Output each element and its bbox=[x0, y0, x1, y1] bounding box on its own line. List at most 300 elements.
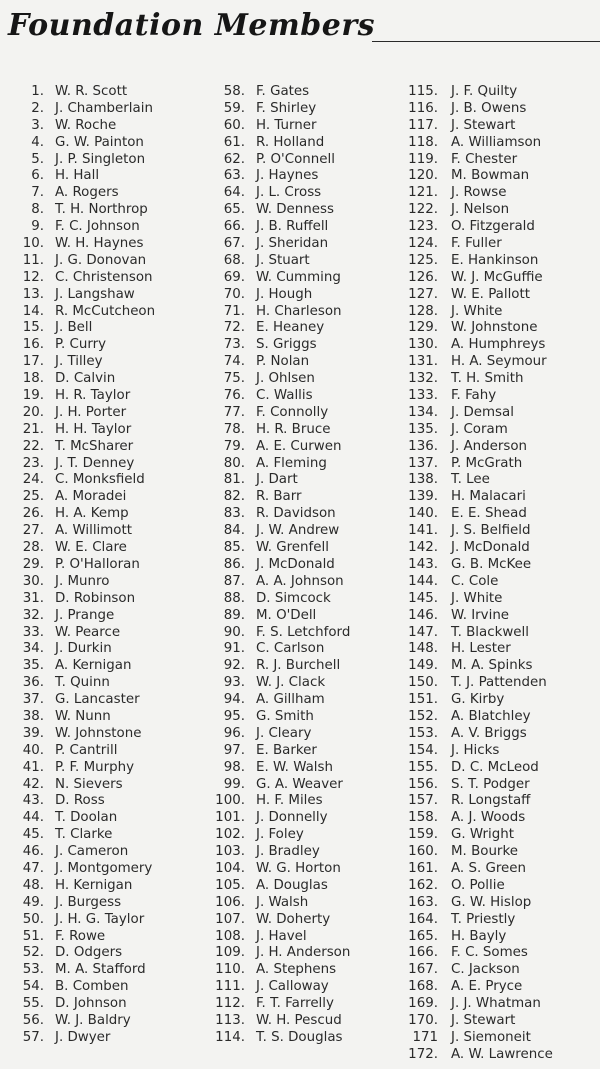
member-number: 123. bbox=[408, 219, 438, 235]
member-entry bbox=[18, 523, 218, 540]
member-number: 83. bbox=[223, 506, 245, 522]
member-number: 73. bbox=[223, 337, 245, 353]
member-entry bbox=[18, 625, 218, 642]
member-number: 50. bbox=[22, 911, 44, 927]
member-list bbox=[402, 84, 600, 1064]
member-name: A. Moradei bbox=[55, 489, 127, 505]
member-number: 171 bbox=[412, 1029, 438, 1045]
member-number: 134. bbox=[408, 404, 438, 420]
member-number: 119. bbox=[408, 151, 438, 167]
member-name: W. E. Clare bbox=[55, 540, 127, 556]
member-name: J. Langshaw bbox=[55, 286, 135, 302]
member-entry bbox=[402, 996, 600, 1013]
member-number: 163. bbox=[408, 894, 438, 910]
member-entry bbox=[18, 506, 218, 523]
member-list bbox=[212, 84, 417, 1047]
member-number: 138. bbox=[408, 472, 438, 488]
member-entry bbox=[402, 320, 600, 337]
member-column-1 bbox=[18, 84, 218, 1047]
member-name: G. Kirby bbox=[451, 692, 505, 708]
member-entry bbox=[18, 202, 218, 219]
member-column-3 bbox=[402, 84, 600, 1064]
member-number: 38. bbox=[22, 708, 44, 724]
member-number: 87. bbox=[223, 573, 245, 589]
member-number: 53. bbox=[22, 962, 44, 978]
member-entry bbox=[18, 658, 218, 675]
member-entry bbox=[402, 489, 600, 506]
member-number: 97. bbox=[223, 742, 245, 758]
member-number: 90. bbox=[223, 624, 245, 640]
member-entry bbox=[402, 337, 600, 354]
member-name: W. J. McGuffie bbox=[451, 269, 543, 285]
member-number: 77. bbox=[223, 404, 245, 420]
member-name: J. T. Denney bbox=[55, 455, 135, 471]
member-name: J. Foley bbox=[256, 827, 304, 843]
member-entry bbox=[402, 878, 600, 895]
member-name: F. C. Somes bbox=[451, 945, 528, 961]
member-number: 51. bbox=[22, 928, 44, 944]
member-name: A. Douglas bbox=[256, 877, 328, 893]
member-entry bbox=[212, 219, 417, 236]
member-number: 160. bbox=[408, 844, 438, 860]
member-name: W. G. Horton bbox=[256, 860, 341, 876]
member-name: H. H. Taylor bbox=[55, 421, 132, 437]
member-entry bbox=[212, 337, 417, 354]
member-number: 127. bbox=[408, 286, 438, 302]
member-number: 155. bbox=[408, 759, 438, 775]
member-entry bbox=[18, 489, 218, 506]
member-entry bbox=[212, 591, 417, 608]
member-number: 2. bbox=[31, 100, 44, 116]
member-name: J. W. Andrew bbox=[256, 523, 340, 539]
member-entry bbox=[212, 777, 417, 794]
member-name: W. J. Clack bbox=[256, 675, 326, 691]
member-name: G. B. McKee bbox=[451, 556, 532, 572]
member-name: J. Munro bbox=[55, 573, 110, 589]
member-name: A. E. Curwen bbox=[256, 438, 342, 454]
member-entry bbox=[18, 743, 218, 760]
member-number: 61. bbox=[223, 134, 245, 150]
member-number: 161. bbox=[408, 860, 438, 876]
member-number: 47. bbox=[22, 860, 44, 876]
member-number: 27. bbox=[22, 523, 44, 539]
member-entry bbox=[402, 1013, 600, 1030]
member-number: 7. bbox=[31, 185, 44, 201]
member-name: H. A. Seymour bbox=[451, 354, 547, 370]
member-number: 60. bbox=[223, 117, 245, 133]
member-name: J. White bbox=[451, 303, 503, 319]
member-number: 167. bbox=[408, 962, 438, 978]
member-entry bbox=[212, 472, 417, 489]
member-entry bbox=[402, 185, 600, 202]
member-name: H. R. Taylor bbox=[55, 388, 131, 404]
member-entry bbox=[402, 675, 600, 692]
member-name: H. Hall bbox=[55, 168, 100, 184]
member-entry bbox=[402, 118, 600, 135]
member-number: 55. bbox=[22, 996, 44, 1012]
member-name: O. Pollie bbox=[451, 877, 505, 893]
member-name: W. Grenfell bbox=[256, 540, 329, 556]
member-number: 49. bbox=[22, 894, 44, 910]
member-name: J. Stewart bbox=[451, 1012, 516, 1028]
member-number: 129. bbox=[408, 320, 438, 336]
member-entry bbox=[18, 878, 218, 895]
member-entry bbox=[212, 135, 417, 152]
member-entry bbox=[212, 270, 417, 287]
member-name: A. Fleming bbox=[256, 455, 327, 471]
member-name: H. Charleson bbox=[256, 303, 342, 319]
member-number: 76. bbox=[223, 388, 245, 404]
member-name: J. Nelson bbox=[451, 202, 510, 218]
member-name: T. Lee bbox=[451, 472, 490, 488]
member-entry bbox=[212, 608, 417, 625]
member-name: J. Stuart bbox=[256, 252, 310, 268]
member-number: 100. bbox=[215, 793, 245, 809]
member-entry bbox=[212, 996, 417, 1013]
member-number: 37. bbox=[22, 692, 44, 708]
member-entry bbox=[212, 523, 417, 540]
member-entry bbox=[212, 743, 417, 760]
member-entry bbox=[212, 760, 417, 777]
member-entry bbox=[212, 929, 417, 946]
member-number: 164. bbox=[408, 911, 438, 927]
member-name: F. Chester bbox=[451, 151, 518, 167]
member-name: C. Cole bbox=[451, 573, 499, 589]
member-number: 30. bbox=[22, 573, 44, 589]
member-number: 110. bbox=[215, 962, 245, 978]
member-name: J. H. G. Taylor bbox=[55, 911, 145, 927]
member-number: 8. bbox=[31, 202, 44, 218]
member-name: T. Blackwell bbox=[451, 624, 529, 640]
member-entry bbox=[402, 388, 600, 405]
member-entry bbox=[212, 202, 417, 219]
member-entry bbox=[18, 118, 218, 135]
member-number: 48. bbox=[22, 877, 44, 893]
member-entry bbox=[18, 641, 218, 658]
member-entry bbox=[212, 625, 417, 642]
member-name: J. Dwyer bbox=[55, 1029, 111, 1045]
member-name: M. O'Dell bbox=[256, 607, 317, 623]
member-name: J. J. Whatman bbox=[451, 996, 541, 1012]
member-number: 165. bbox=[408, 928, 438, 944]
member-name: W. H. Haynes bbox=[55, 236, 144, 252]
member-entry bbox=[18, 861, 218, 878]
member-number: 111. bbox=[215, 979, 245, 995]
member-entry bbox=[212, 540, 417, 557]
member-entry bbox=[402, 912, 600, 929]
member-number: 56. bbox=[22, 1012, 44, 1028]
member-entry bbox=[402, 439, 600, 456]
member-entry bbox=[18, 456, 218, 473]
member-number: 142. bbox=[408, 540, 438, 556]
member-name: F. Rowe bbox=[55, 928, 106, 944]
member-name: D. Robinson bbox=[55, 590, 136, 606]
member-name: J. McDonald bbox=[451, 540, 530, 556]
member-number: 39. bbox=[22, 725, 44, 741]
member-name: M. Bourke bbox=[451, 844, 518, 860]
member-name: J. H. Porter bbox=[55, 404, 127, 420]
member-entry bbox=[212, 641, 417, 658]
member-number: 45. bbox=[22, 827, 44, 843]
member-entry bbox=[18, 135, 218, 152]
member-number: 66. bbox=[223, 219, 245, 235]
member-number: 101. bbox=[215, 810, 245, 826]
member-entry bbox=[212, 439, 417, 456]
member-name: D. Johnson bbox=[55, 996, 127, 1012]
member-number: 158. bbox=[408, 810, 438, 826]
member-number: 99. bbox=[223, 776, 245, 792]
member-number: 11. bbox=[22, 252, 44, 268]
member-number: 145. bbox=[408, 590, 438, 606]
member-entry bbox=[18, 608, 218, 625]
member-name: T. H. Northrop bbox=[55, 202, 148, 218]
member-number: 25. bbox=[22, 489, 44, 505]
member-number: 14. bbox=[22, 303, 44, 319]
member-entry bbox=[402, 84, 600, 101]
member-name: J. Havel bbox=[256, 928, 307, 944]
member-name: J. Hicks bbox=[451, 742, 500, 758]
member-entry bbox=[402, 253, 600, 270]
member-entry bbox=[212, 692, 417, 709]
member-number: 94. bbox=[223, 692, 245, 708]
member-entry bbox=[18, 1030, 218, 1047]
member-name: W. H. Pescud bbox=[256, 1012, 342, 1028]
member-entry bbox=[18, 422, 218, 439]
member-name: J. Calloway bbox=[256, 979, 329, 995]
member-name: F. T. Farrelly bbox=[256, 996, 334, 1012]
member-entry bbox=[18, 270, 218, 287]
member-number: 74. bbox=[223, 354, 245, 370]
member-name: J. Bell bbox=[55, 320, 93, 336]
member-entry bbox=[402, 287, 600, 304]
member-name: R. McCutcheon bbox=[55, 303, 156, 319]
member-name: W. J. Baldry bbox=[55, 1012, 131, 1028]
member-entry bbox=[212, 878, 417, 895]
member-number: 146. bbox=[408, 607, 438, 623]
member-entry bbox=[402, 945, 600, 962]
member-entry bbox=[402, 219, 600, 236]
member-name: E. Hankinson bbox=[451, 252, 539, 268]
member-name: F. C. Johnson bbox=[55, 219, 140, 235]
member-entry bbox=[212, 557, 417, 574]
member-number: 159. bbox=[408, 827, 438, 843]
member-name: T. S. Douglas bbox=[256, 1029, 343, 1045]
member-name: P. F. Murphy bbox=[55, 759, 135, 775]
member-entry bbox=[402, 405, 600, 422]
member-entry bbox=[18, 354, 218, 371]
member-number: 114. bbox=[215, 1029, 245, 1045]
member-number: 85. bbox=[223, 540, 245, 556]
member-name: P. O'Halloran bbox=[55, 556, 140, 572]
member-entry bbox=[402, 540, 600, 557]
member-number: 58. bbox=[223, 84, 245, 99]
member-entry bbox=[18, 405, 218, 422]
member-number: 64. bbox=[223, 185, 245, 201]
member-name: P. Curry bbox=[55, 337, 107, 353]
member-name: J. Burgess bbox=[55, 894, 122, 910]
member-name: W. E. Pallott bbox=[451, 286, 531, 302]
member-number: 112. bbox=[215, 996, 245, 1012]
member-name: J. Anderson bbox=[451, 438, 528, 454]
member-name: T. Priestly bbox=[451, 911, 516, 927]
member-number: 104. bbox=[215, 860, 245, 876]
member-number: 126. bbox=[408, 269, 438, 285]
member-entry bbox=[212, 118, 417, 135]
member-number: 10. bbox=[22, 236, 44, 252]
member-name: R. Davidson bbox=[256, 506, 336, 522]
member-number: 22. bbox=[22, 438, 44, 454]
member-entry bbox=[402, 810, 600, 827]
member-entry bbox=[18, 337, 218, 354]
member-entry bbox=[18, 929, 218, 946]
member-entry bbox=[212, 1030, 417, 1047]
member-number: 68. bbox=[223, 252, 245, 268]
member-number: 103. bbox=[215, 844, 245, 860]
member-number: 169. bbox=[408, 996, 438, 1012]
member-name: H. Kernigan bbox=[55, 877, 133, 893]
member-name: D. Ross bbox=[55, 793, 105, 809]
member-entry bbox=[18, 388, 218, 405]
member-name: E. W. Walsh bbox=[256, 759, 333, 775]
member-entry bbox=[212, 84, 417, 101]
member-entry bbox=[212, 506, 417, 523]
member-number: 20. bbox=[22, 404, 44, 420]
member-entry bbox=[18, 810, 218, 827]
member-entry bbox=[212, 101, 417, 118]
member-number: 29. bbox=[22, 556, 44, 572]
member-entry bbox=[212, 658, 417, 675]
member-name: S. T. Podger bbox=[451, 776, 530, 792]
member-name: J. Sheridan bbox=[256, 236, 329, 252]
member-name: W. Pearce bbox=[55, 624, 121, 640]
member-entry bbox=[402, 608, 600, 625]
member-name: C. Jackson bbox=[451, 962, 520, 978]
member-name: C. Monksfield bbox=[55, 472, 145, 488]
member-number: 143. bbox=[408, 556, 438, 572]
member-number: 162. bbox=[408, 877, 438, 893]
member-name: A. Humphreys bbox=[451, 337, 546, 353]
member-name: D. Simcock bbox=[256, 590, 331, 606]
member-name: J. F. Quilty bbox=[451, 84, 518, 99]
member-entry bbox=[18, 371, 218, 388]
member-name: J. B. Ruffell bbox=[256, 219, 329, 235]
member-entry bbox=[212, 574, 417, 591]
member-entry bbox=[18, 152, 218, 169]
member-entry bbox=[402, 1030, 600, 1047]
member-number: 132. bbox=[408, 371, 438, 387]
member-number: 136. bbox=[408, 438, 438, 454]
member-name: D. Odgers bbox=[55, 945, 123, 961]
member-name: A. Stephens bbox=[256, 962, 337, 978]
member-name: A. Kernigan bbox=[55, 658, 132, 674]
member-entry bbox=[212, 895, 417, 912]
page-title: Foundation Members bbox=[8, 8, 376, 43]
member-number: 1. bbox=[31, 84, 44, 99]
member-number: 18. bbox=[22, 371, 44, 387]
member-entry bbox=[18, 692, 218, 709]
member-entry bbox=[18, 827, 218, 844]
member-number: 43. bbox=[22, 793, 44, 809]
member-number: 102. bbox=[215, 827, 245, 843]
member-number: 63. bbox=[223, 168, 245, 184]
member-name: J. Haynes bbox=[256, 168, 319, 184]
member-name: S. Griggs bbox=[256, 337, 317, 353]
member-name: R. Longstaff bbox=[451, 793, 531, 809]
member-number: 78. bbox=[223, 421, 245, 437]
member-entry bbox=[18, 777, 218, 794]
member-number: 144. bbox=[408, 573, 438, 589]
member-entry bbox=[402, 591, 600, 608]
member-number: 148. bbox=[408, 641, 438, 657]
member-entry bbox=[402, 456, 600, 473]
member-entry bbox=[18, 287, 218, 304]
member-entry bbox=[18, 84, 218, 101]
member-entry bbox=[18, 760, 218, 777]
member-name: E. Heaney bbox=[256, 320, 325, 336]
member-name: J. Stewart bbox=[451, 117, 516, 133]
member-entry bbox=[212, 236, 417, 253]
member-number: 21. bbox=[22, 421, 44, 437]
member-number: 80. bbox=[223, 455, 245, 471]
member-name: W. Doherty bbox=[256, 911, 331, 927]
member-number: 13. bbox=[22, 286, 44, 302]
member-number: 92. bbox=[223, 658, 245, 674]
member-entry bbox=[402, 658, 600, 675]
member-entry bbox=[18, 996, 218, 1013]
member-number: 62. bbox=[223, 151, 245, 167]
member-entry bbox=[212, 168, 417, 185]
member-name: J. Donnelly bbox=[256, 810, 328, 826]
member-entry bbox=[402, 793, 600, 810]
member-number: 5. bbox=[31, 151, 44, 167]
member-entry bbox=[18, 439, 218, 456]
member-name: A. E. Pryce bbox=[451, 979, 523, 995]
member-entry bbox=[402, 962, 600, 979]
member-entry bbox=[18, 945, 218, 962]
member-number: 71. bbox=[223, 303, 245, 319]
member-number: 4. bbox=[31, 134, 44, 150]
member-entry bbox=[402, 574, 600, 591]
member-number: 106. bbox=[215, 894, 245, 910]
member-number: 17. bbox=[22, 354, 44, 370]
member-name: G. W. Hislop bbox=[451, 894, 532, 910]
member-name: H. Lester bbox=[451, 641, 511, 657]
member-name: W. R. Scott bbox=[55, 84, 128, 99]
member-entry bbox=[402, 625, 600, 642]
member-number: 168. bbox=[408, 979, 438, 995]
member-name: H. Turner bbox=[256, 117, 317, 133]
member-name: M. A. Stafford bbox=[55, 962, 146, 978]
member-number: 116. bbox=[408, 100, 438, 116]
member-number: 108. bbox=[215, 928, 245, 944]
member-number: 36. bbox=[22, 675, 44, 691]
member-name: J. Bradley bbox=[256, 844, 320, 860]
member-number: 98. bbox=[223, 759, 245, 775]
member-name: J. Rowse bbox=[451, 185, 507, 201]
member-entry bbox=[212, 675, 417, 692]
member-name: R. J. Burchell bbox=[256, 658, 341, 674]
member-entry bbox=[18, 185, 218, 202]
member-name: P. Nolan bbox=[256, 354, 310, 370]
member-number: 147. bbox=[408, 624, 438, 640]
member-entry bbox=[18, 320, 218, 337]
member-entry bbox=[402, 354, 600, 371]
member-number: 154. bbox=[408, 742, 438, 758]
member-number: 120. bbox=[408, 168, 438, 184]
member-number: 125. bbox=[408, 252, 438, 268]
member-number: 124. bbox=[408, 236, 438, 252]
member-name: J. Montgomery bbox=[55, 860, 153, 876]
